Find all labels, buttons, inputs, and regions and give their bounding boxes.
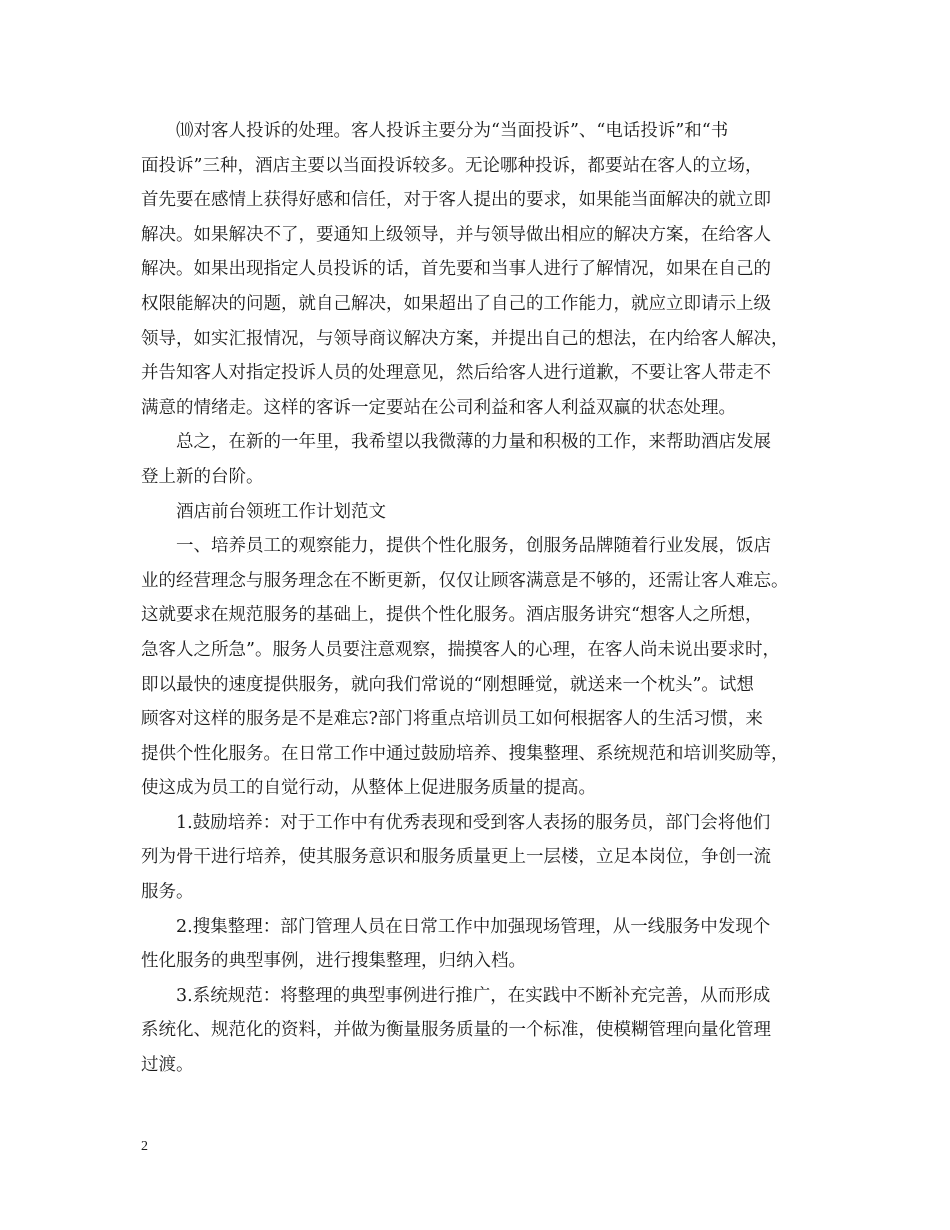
text-line: 列为骨干进行培养，使其服务意识和服务质量更上一层楼，立足本岗位，争创一流 [141,847,771,868]
text-line: 总之，在新的一年里，我希望以我微薄的力量和积极的工作，来帮助酒店发展 [176,432,771,453]
text-line: 系统化、规范化的资料，并做为衡量服务质量的一个标准，使模糊管理向量化管理 [141,1020,771,1041]
text-line: 登上新的台阶。 [141,466,264,487]
text-line: 业的经营理念与服务理念在不断更新，仅仅让顾客满意是不够的，还需让客人难忘。 [141,570,789,591]
text-line: 领导，如实汇报情况，与领导商议解决方案，并提出自己的想法，在内给客人解决， [141,328,789,349]
text-line: ⑽对客人投诉的处理。客人投诉主要分为“当面投诉”、“电话投诉”和“书 [176,121,729,141]
text-line: 酒店前台领班工作计划范文 [176,501,386,522]
text-line: 这就要求在规范服务的基础上，提供个性化服务。酒店服务讲究“想客人之所想， [141,605,763,626]
text-line: 性化服务的典型事例，进行搜集整理，归纳入档。 [141,951,526,972]
text-line: 权限能解决的问题，就自己解决，如果超出了自己的工作能力，就应立即请示上级 [141,293,771,314]
text-line: 并告知客人对指定投诉人员的处理意见，然后给客人进行道歉，不要让客人带走不 [141,363,771,384]
text-line: 解决。如果出现指定人员投诉的话，首先要和当事人进行了解情况，如果在自己的 [141,259,771,280]
page-number: 2 [141,1139,148,1154]
text-line: 一、培养员工的观察能力，提供个性化服务，创服务品牌随着行业发展，饭店 [176,536,771,557]
text-line: 急客人之所急”。服务人员要注意观察，揣摸客人的心理，在客人尚未说出要求时， [141,639,780,660]
text-line: 顾客对这样的服务是不是难忘?部门将重点培训员工如何根据客人的生活习惯，来 [141,709,763,730]
text-line: 面投诉”三种，酒店主要以当面投诉较多。无论哪种投诉，都要站在客人的立场， [141,155,763,176]
text-line: 解决。如果解决不了，要通知上级领导，并与领导做出相应的解决方案，在给客人 [141,224,771,245]
text-line: 即以最快的速度提供服务，就向我们常说的“刚想睡觉，就送来一个枕头”。试想 [141,674,754,695]
document-body [141,114,815,1083]
text-line: 服务。 [141,882,194,903]
text-line: 提供个性化服务。在日常工作中通过鼓励培养、搜集整理、系统规范和培训奖励等， [141,743,789,764]
text-line: 使这成为员工的自觉行动，从整体上促进服务质量的提高。 [141,778,596,799]
text-line: 满意的情绪走。这样的客诉一定要站在公司利益和客人利益双赢的状态处理。 [141,397,736,418]
text-line: 过渡。 [141,1055,194,1076]
text-line: 3.系统规范：将整理的典型事例进行推广，在实践中不断补充完善，从而形成 [176,985,771,1006]
text-line: 2.搜集整理：部门管理人员在日常工作中加强现场管理，从一线服务中发现个 [176,916,771,937]
text-line: 首先要在感情上获得好感和信任，对于客人提出的要求，如果能当面解决的就立即 [141,190,771,211]
text-line: 1.鼓励培养：对于工作中有优秀表现和受到客人表扬的服务员，部门会将他们 [176,812,771,833]
